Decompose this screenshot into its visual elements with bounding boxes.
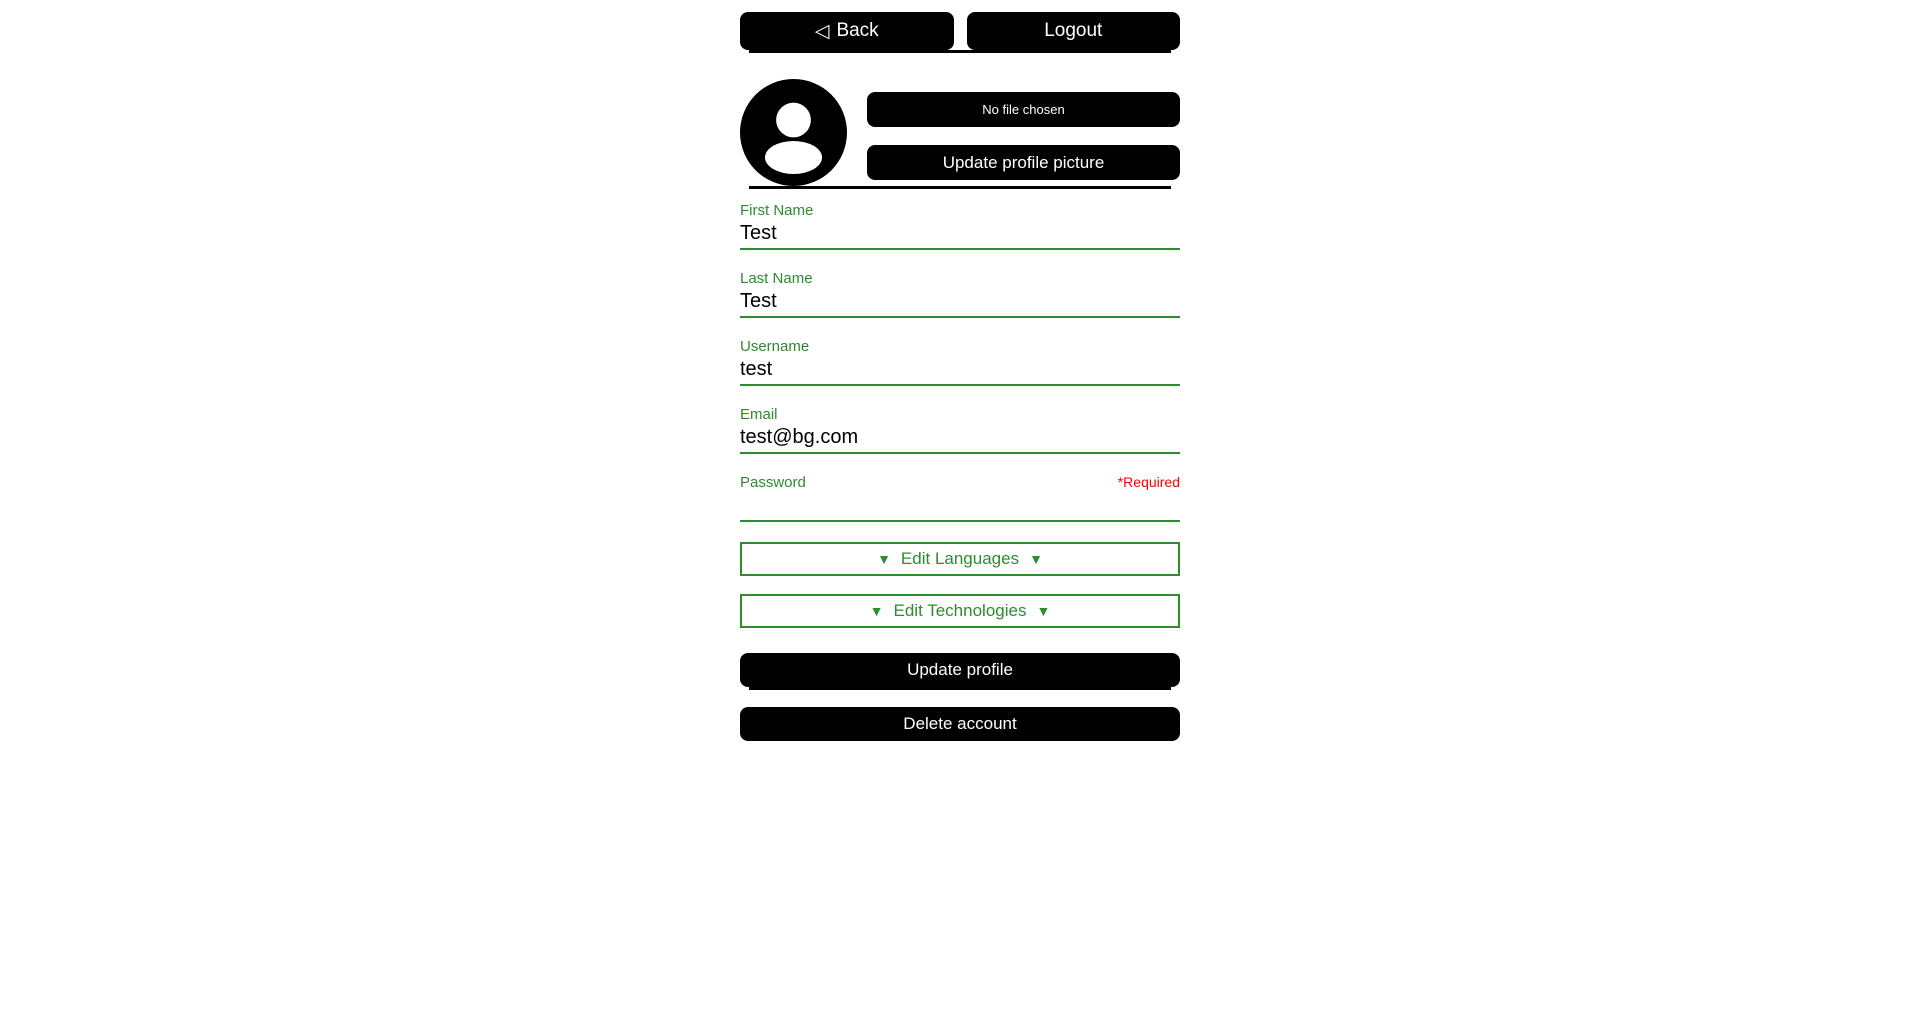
logout-button[interactable] xyxy=(967,12,1181,50)
delete-account-button[interactable] xyxy=(740,707,1180,741)
update-picture-label: Update profile picture xyxy=(942,152,1105,172)
delete-account-label: Delete account xyxy=(903,714,1017,733)
required-note: *Required xyxy=(1117,474,1180,490)
back-arrow-icon: ◁ xyxy=(814,20,830,42)
chevron-down-icon: ▼ xyxy=(877,551,891,567)
username-label: Username xyxy=(740,338,810,355)
password-field xyxy=(740,474,1180,522)
username-input[interactable] xyxy=(740,356,1180,386)
username-field xyxy=(740,338,1180,386)
file-input-label: No file chosen xyxy=(982,102,1065,117)
last-name-label: Last Name xyxy=(740,270,813,287)
email-input[interactable] xyxy=(740,424,1180,454)
email-field xyxy=(740,406,1180,454)
password-label: Password xyxy=(740,474,806,491)
edit-languages-button[interactable] xyxy=(740,542,1180,576)
divider xyxy=(749,687,1171,690)
chevron-down-icon: ▼ xyxy=(1029,551,1043,567)
email-label: Email xyxy=(740,406,778,423)
update-profile-label: Update profile xyxy=(907,660,1013,679)
first-name-label: First Name xyxy=(740,202,814,219)
first-name-input[interactable] xyxy=(740,220,1180,250)
content-column xyxy=(740,0,1180,741)
edit-technologies-label: Edit Technologies xyxy=(893,601,1027,620)
first-name-field xyxy=(740,202,1180,250)
file-input-button[interactable] xyxy=(867,92,1180,127)
picture-buttons-column xyxy=(867,79,1180,180)
divider xyxy=(749,186,1171,189)
last-name-field xyxy=(740,270,1180,318)
password-input[interactable] xyxy=(740,492,1180,522)
logout-button-label: Logout xyxy=(1044,20,1103,41)
chevron-down-icon: ▼ xyxy=(1036,603,1051,619)
divider xyxy=(749,50,1171,53)
chevron-down-icon: ▼ xyxy=(869,603,884,619)
edit-languages-label: Edit Languages xyxy=(900,549,1020,568)
back-button-label: Back xyxy=(836,20,879,41)
user-avatar-icon xyxy=(740,79,847,186)
edit-technologies-button[interactable] xyxy=(740,594,1180,628)
header-button-row xyxy=(740,12,1180,50)
profile-form xyxy=(740,202,1180,687)
profile-picture-section xyxy=(740,79,1180,186)
update-picture-button[interactable] xyxy=(867,145,1180,180)
back-button[interactable] xyxy=(740,12,954,50)
update-profile-button[interactable] xyxy=(740,653,1180,687)
last-name-input[interactable] xyxy=(740,288,1180,318)
